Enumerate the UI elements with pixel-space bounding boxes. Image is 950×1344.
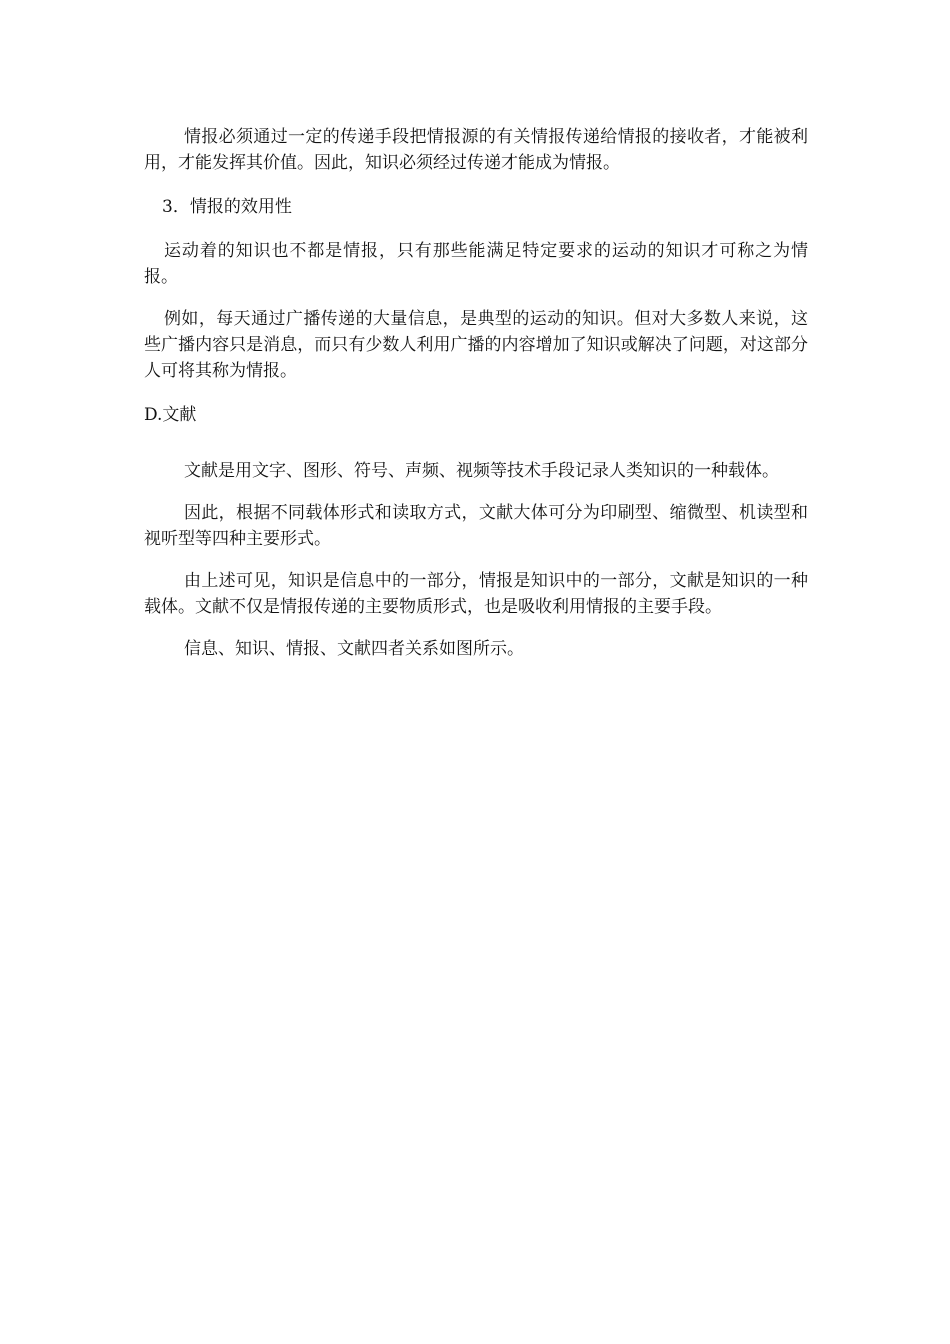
document-page — [144, 118, 808, 662]
paragraph-summary: 由上述可见，知识是信息中的一部分，情报是知识中的一部分，文献是知识的一种载体。文献不仅是情报传递的主要物质形式，也是吸收利用情报的主要手段。 — [144, 571, 808, 617]
section-heading-literature: D.文献 — [144, 405, 197, 425]
paragraph-transmission: 情报必须通过一定的传递手段把情报源的有关情报传递给情报的接收者，才能被利用，才能发挥其价值。因此，知识必须经过传递才能成为情报。 — [144, 127, 808, 173]
paragraph-utility: 运动着的知识也不都是情报，只有那些能满足特定要求的运动的知识才可称之为情报。 — [144, 241, 808, 287]
paragraph-literature-definition: 文献是用文字、图形、符号、声频、视频等技术手段记录人类知识的一种载体。 — [184, 461, 779, 481]
paragraph-broadcast-example: 例如，每天通过广播传递的大量信息，是典型的运动的知识。但对大多数人来说，这些广播内容只是消息，而只有少数人利用广播的内容增加了知识或解决了问题，对这部分人可将其称为情报。 — [144, 309, 808, 381]
paragraph-literature-forms: 因此，根据不同载体形式和读取方式，文献大体可分为印刷型、缩微型、机读型和视听型等四种主要形式。 — [144, 503, 808, 549]
section-heading-utility: 3．情报的效用性 — [162, 197, 292, 217]
paragraph-relationship: 信息、知识、情报、文献四者关系如图所示。 — [184, 639, 524, 659]
